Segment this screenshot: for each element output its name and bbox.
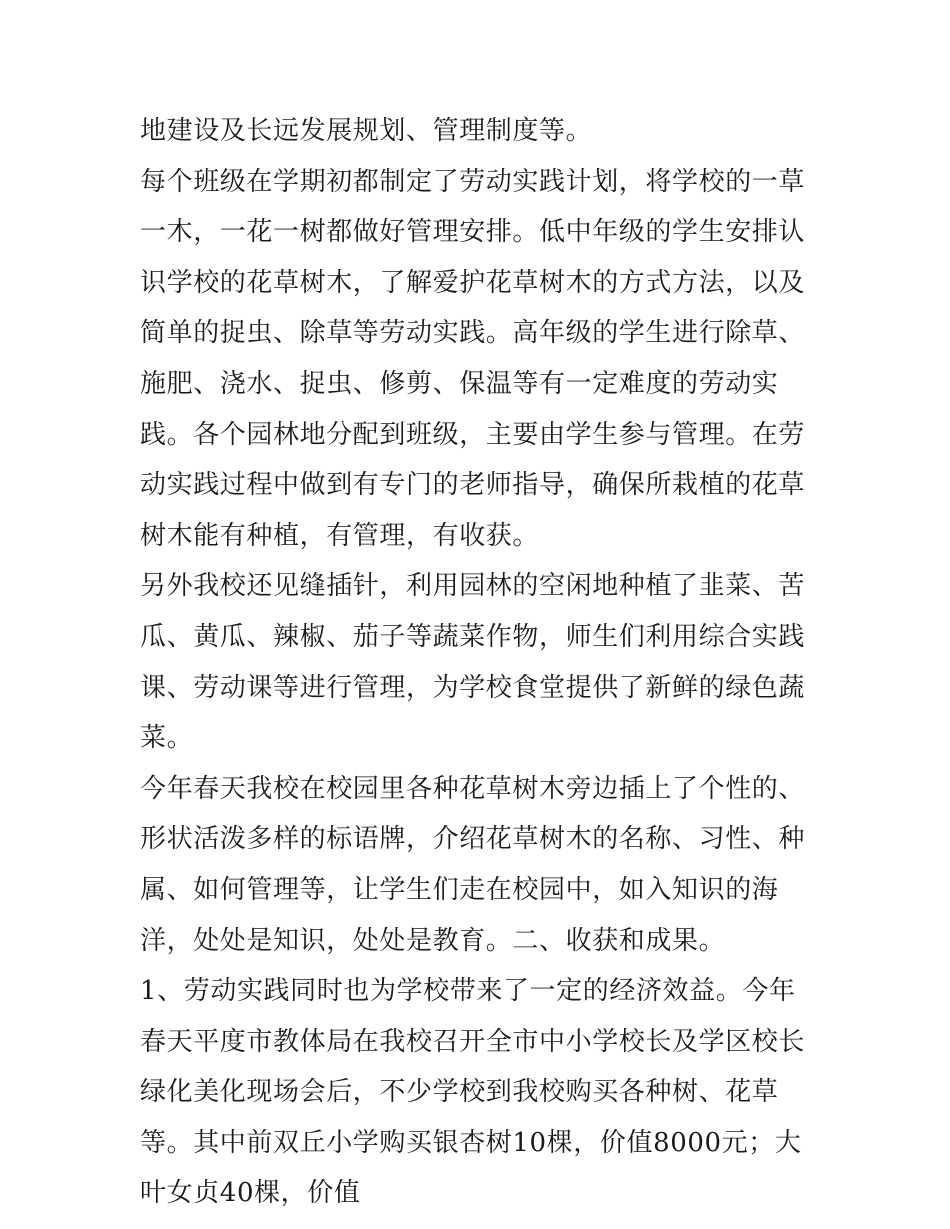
paragraph-4: 今年春天我校在校园里各种花草树木旁边插上了个性的、形状活泼多样的标语牌，介绍花草树木的名称、习性、种属、如何管理等，让学生们走在校园中，如入知识的海洋，处处是知识，处处是教育。二、收获和成果。 xyxy=(140,773,806,956)
paragraph-5: 1、劳动实践同时也为学校带来了一定的经济效益。今年春天平度市教体局在我校召开全市中小学校长及学区校长绿化美化现场会后，不少学校到我校购买各种树、花草等。其中前双丘小学购买银杏树10棵，价值8000元；大叶女贞40棵，价值 xyxy=(140,976,806,1209)
document-body xyxy=(140,106,820,1219)
paragraph-3: 另外我校还见缝插针，利用园林的空闲地种植了韭菜、苦瓜、黄瓜、辣椒、茄子等蔬菜作物，师生们利用综合实践课、劳动课等进行管理，为学校食堂提供了新鲜的绿色蔬菜。 xyxy=(140,571,806,754)
paragraph-2: 每个班级在学期初都制定了劳动实践计划，将学校的一草一木，一花一树都做好管理安排。低中年级的学生安排认识学校的花草树木，了解爱护花草树木的方式方法，以及简单的捉虫、除草等劳动实践。高年级的学生进行除草、施肥、浇水、捉虫、修剪、保温等有一定难度的劳动实践。各个园林地分配到班级，主要由学生参与管理。在劳动实践过程中做到有专门的老师指导，确保所栽植的花草树木能有种植，有管理，有收获。 xyxy=(140,166,806,551)
paragraph-1: 地建设及长远发展规划、管理制度等。 xyxy=(140,116,593,146)
